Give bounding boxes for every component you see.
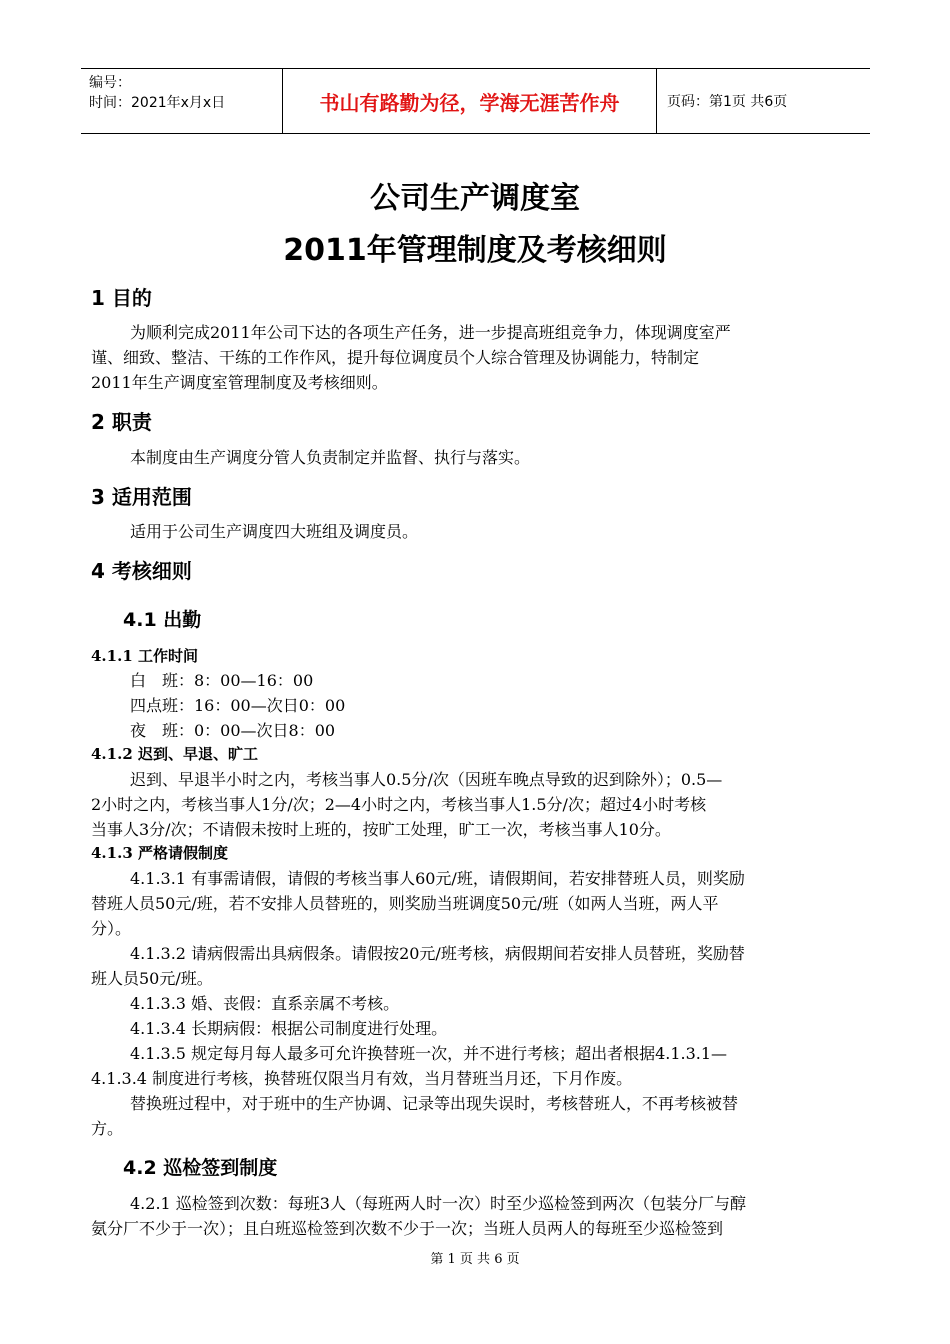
section-4-1-3-heading: 4.1.3 严格请假制度 [91,844,228,862]
shift-night: 夜 班：0：00—次日8：00 [130,721,336,740]
section-4-1-3-1-line1: 4.1.3.1 有事需请假，请假的考核当事人60元/班，请假期间，若安排替班人员，则奖励 [130,869,745,888]
section-4-1-3-5-line2: 4.1.3.4 制度进行考核，换替班仅限当月有效，当月替班当月还，下月作废。 [91,1069,633,1088]
section-1-para-line2: 谨、细致、整洁、干练的工作作风，提升每位调度员个人综合管理及协调能力，特制定 [91,348,700,367]
section-4-2-1-line2: 氨分厂不少于一次）；且白班巡检签到次数不少于一次；当班人员两人的每班至少巡检签到 [91,1219,724,1238]
section-4-1-1-heading: 4.1.1 工作时间 [91,647,198,665]
section-4-1-3-3: 4.1.3.3 婚、丧假：直系亲属不考核。 [130,994,400,1013]
section-4-2-heading: 4.2 巡检签到制度 [123,1157,278,1179]
section-1-para-line1: 为顺利完成2011年公司下达的各项生产任务，进一步提高班组竞争力，体现调度室严 [130,323,731,342]
header-page-number: 页码：第1页 共6页 [667,94,788,110]
substitution-para-line2: 方。 [91,1119,124,1138]
section-4-1-2-line2: 2小时之内，考核当事人1分/次；2—4小时之内，考核当事人1.5分/次；超过4小时考核 [91,795,707,814]
section-4-1-2-line3: 当事人3分/次；不请假未按时上班的，按旷工处理，旷工一次，考核当事人10分。 [91,820,671,839]
section-1-para-line3: 2011年生产调度室管理制度及考核细则。 [91,373,388,392]
section-3-heading: 3 适用范围 [91,485,192,509]
section-4-1-3-2-line2: 班人员50元/班。 [91,969,213,988]
header-number: 编号： [89,75,131,91]
header-meta [81,69,283,133]
doc-title-line2: 2011年管理制度及考核细则 [283,233,667,268]
doc-title-line1: 公司生产调度室 [370,181,580,216]
section-4-1-3-1-line2: 替班人员50元/班，若不安排人员替班的，则奖励当班调度50元/班（如两人当班，两人平 [91,894,719,913]
section-4-1-2-line1: 迟到、早退半小时之内，考核当事人0.5分/次（因班车晚点导致的迟到除外）；0.5— [130,770,723,789]
header-motto: 书山有路勤为径，学海无涯苦作舟 [283,69,657,133]
section-4-1-2-heading: 4.1.2 迟到、早退、旷工 [91,745,258,763]
header-date: 时间：2021年x月x日 [89,95,226,111]
section-4-2-1-line1: 4.2.1 巡检签到次数：每班3人（每班两人时一次）时至少巡检签到两次（包装分厂与醇 [130,1194,746,1213]
section-1-heading: 1 目的 [91,286,152,310]
section-4-1-heading: 4.1 出勤 [123,609,202,631]
section-4-1-3-4: 4.1.3.4 长期病假：根据公司制度进行处理。 [130,1019,448,1038]
shift-day: 白 班：8：00—16：00 [130,671,314,690]
substitution-para-line1: 替换班过程中，对于班中的生产协调、记录等出现失误时，考核替班人，不再考核被替 [130,1094,739,1113]
section-4-heading: 4 考核细则 [91,559,192,583]
section-4-1-3-2-line1: 4.1.3.2 请病假需出具病假条。请假按20元/班考核，病假期间若安排人员替班，奖励替 [130,944,745,963]
section-4-1-3-5-line1: 4.1.3.5 规定每月每人最多可允许换替班一次，并不进行考核；超出者根据4.1.3.1— [130,1044,728,1063]
section-4-1-3-1-line3: 分）。 [91,919,132,938]
shift-evening: 四点班：16：00—次日0：00 [130,696,346,715]
page-footer: 第 1 页 共 6 页 [430,1252,520,1267]
section-2-heading: 2 职责 [91,410,152,434]
page-header [81,68,870,134]
section-2-para: 本制度由生产调度分管人负责制定并监督、执行与落实。 [130,448,531,467]
section-3-para: 适用于公司生产调度四大班组及调度员。 [130,522,419,541]
